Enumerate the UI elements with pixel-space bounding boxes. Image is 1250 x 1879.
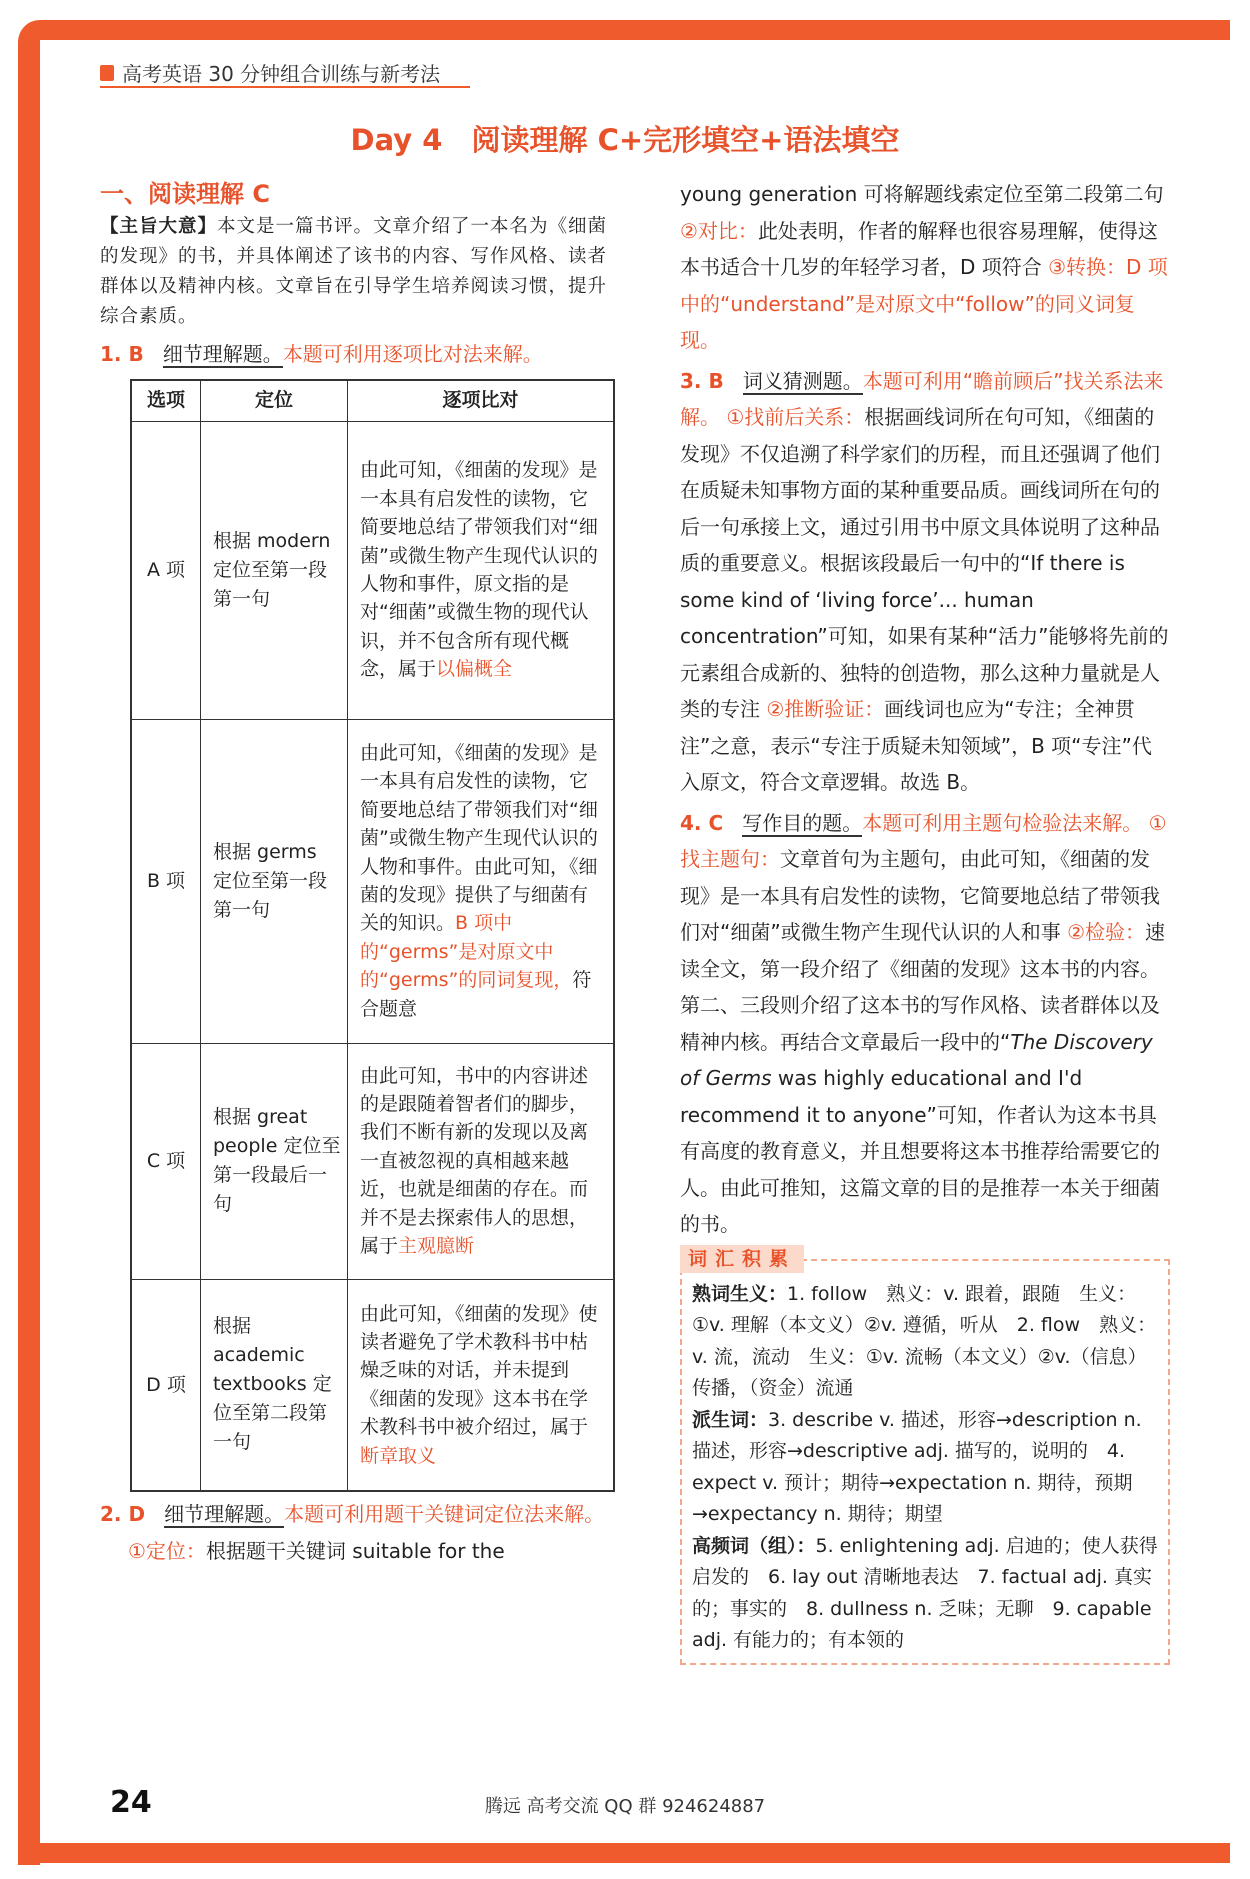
vocab-line-3 — [692, 1531, 1162, 1657]
comparison-table — [130, 379, 615, 1493]
locate-cell: 根据 great people 定位至第一段最后一句 — [201, 1043, 348, 1279]
compare-highlight: 主观臆断 — [398, 1235, 475, 1258]
q4-step2: ②检验： — [1067, 920, 1146, 944]
section-title: 一、阅读理解 C — [100, 180, 270, 208]
question-3 — [680, 363, 1170, 801]
q4-method: 本题可利用主题句检验法来解。 — [862, 810, 1143, 835]
compare-text: 由此可知，书中的内容讲述的是跟随着智者们的脚步，我们不断有新的发现以及离一直被忽视的真相越来越近，也就是细菌的存在。而并不是去探索伟人的思想，属于 — [360, 1064, 589, 1258]
q3-method: 本题可利用“瞻前顾后”找关系法来解。 — [680, 368, 1164, 429]
option-cell: D 项 — [131, 1279, 201, 1491]
q2-type: 细节理解题。 — [164, 1502, 285, 1526]
question-4 — [680, 805, 1170, 1243]
q3-number: 3. B — [680, 368, 724, 393]
table-header: 定位 — [201, 380, 348, 422]
vocab-line-2 — [692, 1405, 1162, 1531]
locate-cell: 根据 germs 定位至第一段第一句 — [201, 719, 348, 1043]
page-number: 24 — [110, 1785, 152, 1820]
table-row — [131, 1279, 614, 1491]
q1-number: 1. B — [100, 342, 144, 366]
q4-step2-text-b: was highly educational and I'd recommend it to anyone”可知，作者认为这本书具有高度的教育意义，并且想要将这本书推荐给需要它的人。由此可推知，这篇文章的目的是推荐一本关于细菌的书。 — [680, 1066, 1160, 1236]
compare-highlight: 断章取义 — [360, 1444, 437, 1467]
page-top-margin — [0, 0, 1250, 20]
q4-type: 写作目的题。 — [742, 810, 863, 835]
compare-highlight: B 项中的“germs”是对原文中的“germs”的同词复现， — [360, 912, 573, 992]
q2-step2-text: 此处表明，作者的解释也很容易理解，使得这本书适合十几岁的年轻学习者，D 项符合 — [680, 218, 1158, 279]
vocab-label: 派生词： — [692, 1408, 769, 1431]
question-2 — [100, 1496, 620, 1569]
table-header-row — [131, 380, 614, 422]
vocab-label: 熟词生义： — [692, 1282, 788, 1305]
compare-cell — [348, 1043, 615, 1279]
vocab-line-1 — [692, 1269, 1162, 1405]
compare-tail: 符合题意 — [360, 969, 592, 1020]
table-row — [131, 719, 614, 1043]
q2-hint: ①定位： — [128, 1538, 206, 1563]
compare-text: 由此可知，《细菌的发现》是一本具有启发性的读物，它简要地总结了带领我们对“细菌”或微生物产生现代认识的人物和事件，原文指的是对“细菌”或微生物的现代认识，并不包含所有现代概念，属于 — [360, 459, 598, 681]
q2-continued — [680, 176, 1170, 359]
orange-frame-top — [40, 20, 1230, 40]
q1-method: 本题可利用逐项比对法来解。 — [282, 342, 543, 366]
q4-step2-text: 速读全文，第一段介绍了《细菌的发现》这本书的内容。第二、三段则介绍了这本书的写作风格、读者群体以及精神内核。再结合文章最后一段中的“ — [680, 920, 1166, 1054]
q2-method: 本题可利用题干关键词定位法来解。 — [284, 1502, 605, 1526]
question-1 — [100, 336, 620, 373]
q3-step1-text: 根据画线词所在句可知，《细菌的发现》不仅追溯了科学家们的历程，而且还强调了他们在质疑未知事物方面的某种重要品质。画线词所在句的后一句承接上文，通过引用书中原文具体说明了这种品质的重要意义。根据该段最后一句中的“If there is some kind of ‘living force’... human concentration”可知，如果有某种“活力”能够将先前的元素组合成新的、独特的创造物，那么这种力量就是人类的专注 — [680, 405, 1169, 721]
header-underline — [100, 86, 470, 88]
page-title: Day 4 阅读理解 C+完形填空+语法填空 — [350, 123, 900, 157]
q2-step2: ②对比： — [680, 218, 758, 243]
compare-text: 由此可知，《细菌的发现》是一本具有启发性的读物，它简要地总结了带领我们对“细菌”或微生物产生现代认识的人物和事件。由此可知，《细菌的发现》提供了与细菌有关的知识。 — [360, 741, 598, 935]
vocab-label: 高频词（组）： — [692, 1534, 816, 1557]
q3-step2: ②推断验证： — [766, 697, 885, 721]
compare-text: 由此可知，《细菌的发现》使读者避免了学术教科书中枯燥乏味的对话，并未提到《细菌的发现》这本书在学术教科书中被介绍过，属于 — [360, 1302, 598, 1439]
orange-frame-bottom — [18, 1843, 1230, 1863]
q2-cont-text: young generation 可将解题线索定位至第二段第二句 — [680, 182, 1164, 206]
header-text: 高考英语 30 分钟组合训练与新考法 — [122, 62, 441, 86]
vocab-text: 3. describe v. 描述，形容→description n. 描述，形容→descriptive adj. 描写的，说明的 4. expect v. 预计；期待→expectation n. 期待，预期→expectancy n. 期待；期望 — [692, 1408, 1142, 1525]
q4-number: 4. C — [680, 810, 724, 835]
table-row — [131, 421, 614, 719]
locate-cell: 根据 modern 定位至第一段第一句 — [201, 421, 348, 719]
vocabulary-box — [680, 1247, 1170, 1665]
header-bookmark-icon — [100, 65, 114, 81]
option-cell: B 项 — [131, 719, 201, 1043]
q3-step2-text: 画线词也应为“专注；全神贯注”之意，表示“专注于质疑未知领域”，B 项“专注”代入原文，符合文章逻辑。故选 B。 — [680, 697, 1152, 794]
locate-cell: 根据 academic textbooks 定位至第二段第一句 — [201, 1279, 348, 1491]
running-header — [100, 58, 440, 87]
compare-cell — [348, 1279, 615, 1491]
summary-paragraph — [100, 212, 620, 332]
q2-step3: ③转换：D 项中的“understand”是对原文中“follow”的同义词复现。 — [680, 255, 1168, 352]
option-cell: C 项 — [131, 1043, 201, 1279]
q4-step1: ①找主题句： — [680, 810, 1167, 871]
compare-cell — [348, 719, 615, 1043]
q1-type: 细节理解题。 — [162, 342, 283, 366]
q3-type: 词义猜测题。 — [742, 368, 863, 393]
summary-text: 本文是一篇书评。文章介绍了一本名为《细菌的发现》的书，并具体阐述了该书的内容、写作风格、读者群体以及精神内核。文章旨在引导学生培养阅读习惯，提升综合素质。 — [100, 216, 608, 327]
vocab-text: 1. follow 熟义：v. 跟着，跟随 生义：①v. 理解（本文义）②v. 遵循，听从 2. flow 熟义：v. 流，流动 生义：①v. 流畅（本文义）②v.（信息）传播，（资金）流通 — [692, 1282, 1157, 1399]
book-title: The Discovery of Germs — [680, 1029, 1153, 1090]
q3-step1: ①找前后关系： — [726, 405, 865, 429]
right-column — [680, 176, 1170, 1665]
vocabulary-tag: 词汇积累 — [680, 1245, 804, 1273]
footer-text: 腾远 高考交流 QQ 群 924624887 — [484, 1796, 766, 1817]
compare-highlight: 以偏概全 — [436, 658, 513, 681]
left-column — [100, 176, 620, 1569]
table-row — [131, 1043, 614, 1279]
q2-number: 2. D — [100, 1502, 146, 1526]
table-header: 选项 — [131, 380, 201, 422]
compare-cell — [348, 421, 615, 719]
option-cell: A 项 — [131, 421, 201, 719]
table-header: 逐项比对 — [348, 380, 615, 422]
q4-step1-text: 文章首句为主题句，由此可知，《细菌的发现》是一本具有启发性的读物，它简要地总结了带领我们对“细菌”或微生物产生现代认识的人和事 — [680, 847, 1160, 944]
q2-text: 根据题干关键词 suitable for the — [205, 1538, 505, 1563]
vocab-text: 5. enlightening adj. 启迪的；使人获得启发的 6. lay out 清晰地表达 7. factual adj. 真实的；事实的 8. dullness n. 乏味；无聊 9. capable adj. 有能力的；有本领的 — [692, 1534, 1158, 1651]
orange-frame-left — [18, 20, 40, 1865]
summary-tag: 【主旨大意】 — [100, 216, 218, 237]
